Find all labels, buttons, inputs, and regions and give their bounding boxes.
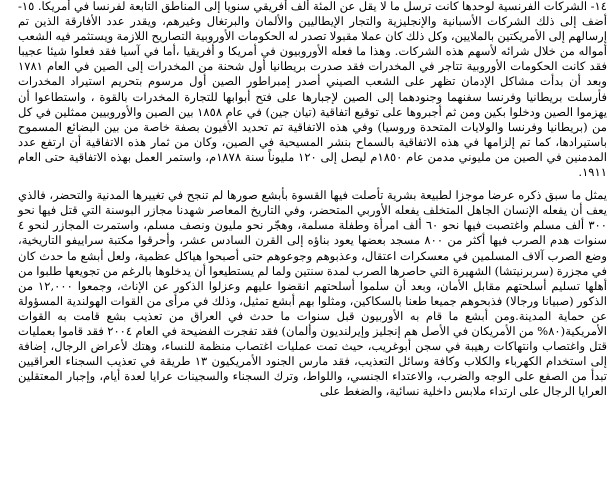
paragraph-historical-trade: ١٤- الشركات الفرنسية لوحدها كانت ترسل ما لا يقل عن المئة ألف أفريقي سنويا إلى المناطق التابعة لفرنسا في أمريكا. ١٥- أضف إلى ذلك الشركات الأسبانية والإنجليزية والتجار الإيطاليين والألمان والبرتغال وغيرهم، ويقدر عدد الأفارقة الذين تم إرسالهم إلى الأمريكتين بالملايين، وكل ذلك كان عملا مقبولا تصدر له الحكومات الأوروبية التصاريح اللازمة ويستثمر فيه الشعب أمواله من خلال شرائه لأسهم هذه الشركات. وهذا ما فعله الأوروبيون في أمريكا و أفريقيا ،أما في آسيا فقد فعلوا شيئا عجيبا فقد كانت الحكومات الأوروبية تتاجر في المخدرات فقد صدرت بريطانيا أول شحنة من المخدرات إلى الصين في العام ١٧٨١ وبعد أن بدأت مشاكل الإدمان تظهر على الشعب الصيني أصدر إمبراطور الصين أول مرسوم بتحريم استيراد المخدرات فأرسلت بريطانيا وفرنسا سفنهما وجنودهما إلى الصين لإجبارها على فتح أبوابها للتجارة المخدرات بالقوة ، واستطاعوا أن يهزموا الصين ودخلوا بكين ومن ثم أجبروها على توقيع اتفاقية (تيان جين) في عام ١٨٥٨ بين الصين والأوروبيين ممثلين في كل من (بريطانيا وفرنسا والولايات المتحدة وروسيا) وفي هذه الاتفاقية تم تحديد الأفيون بصفة خاصة من بين البضائع المسموح باستيرادها، كما تم إلزامها في هذه الاتفاقية بالسماح بنشر المسيحية في الصين، وكان من ثمار هذه الاتفاقية أن ارتفع عدد المدمنين في الصين من مليوني مدمن عام ١٨٥٠م ليصل إلى ١٢٠ مليوناً سنة ١٨٧٨م، واستمر العمل بهذه الاتفاقية حتى العام ١٩١١. xyxy=(18,0,607,180)
paragraph-modern-atrocities: يمثل ما سبق ذكره عرضا موجزا لطبيعة بشرية تأصلت فيها القسوة بأبشع صورها لم تنجح في تغييرها المدنية والتحضر، فالذي يعف أن يفعله الإنسان الجاهل المتخلف يفعله الأوربي المتحضر، وفي التاريخ المعاصر شهدنا مجازر البوسنة التي قتل فيها نحو ٣٠٠ ألف مسلم واغتصبت فيها نحو ٦٠ ألف امرأة وطفلة مسلمة، وهجّر نحو مليون ونصف مسلم، واستمرت المجازر لنحو ٤ سنوات هدم الصرب فيها أكثر من ٨٠٠ مسجد بعضها يعود بناؤه إلى القرن السادس عشر، وأحرقوا مكتبة سراييفو التاريخية، وضع الصرب آلاف المسلمين في معسكرات اعتقال، وعذبوهم وجوعوهم حتى أصبحوا هياكل عظمية، ولعل أبشع ما حدث كان في مجزرة (سربرنيتشا) الشهيرة التي حاصرها الصرب لمدة سنتين ولما لم يستطيعوا أن يدخلوها بالرغم من تجويعها طلبوا من أهلها تسليم أسلحتهم مقابل الأمان، وبعد أن سلموا أسلحتهم انقضوا عليهم وعزلوا الذكور عن الإناث، وجمعوا ١٢,٠٠٠ من الذكور (صبيانا ورجالا) فذبحوهم جميعا طعنا بالسكاكين، ومثلوا بهم أبشع تمثيل، وذلك في مرأى من القوات الهولندية المسؤولة عن حماية المدينة.ومن أبشع ما قام به الأوربيون قبل سنوات ما حدث في العراق من تعذيب بشع قامت به القوات الأمريكية(٨٠% من الأمريكان في الأصل هم إنجليز وإيرلنديون وألمان) فقد تفجرت الفضيحة في العام ٢٠٠٤ فقد قاموا بعمليات قتل واغتصاب وانتهاكات رهيبة في سجن أبوغريب، حيث تمت عمليات اغتصاب منظمة للنساء، وهتك لأعراض الرجال، إضافة إلى استخدام الكهرباء والكلاب وكافة وسائل التعذيب، فقد مارس الجنود الأمريكيون ١٣ طريقة في تعذيب السجناء العراقيين تبدأ من الصفع على الوجه والضرب، والاعتداء الجنسي، واللواط، وترك السجناء والسجينات عرايا لعدة أيام، وإجبار المعتقلين العرايا الرجال على ارتداء ملابس داخلية نسائية، والضغط على xyxy=(18,188,607,399)
